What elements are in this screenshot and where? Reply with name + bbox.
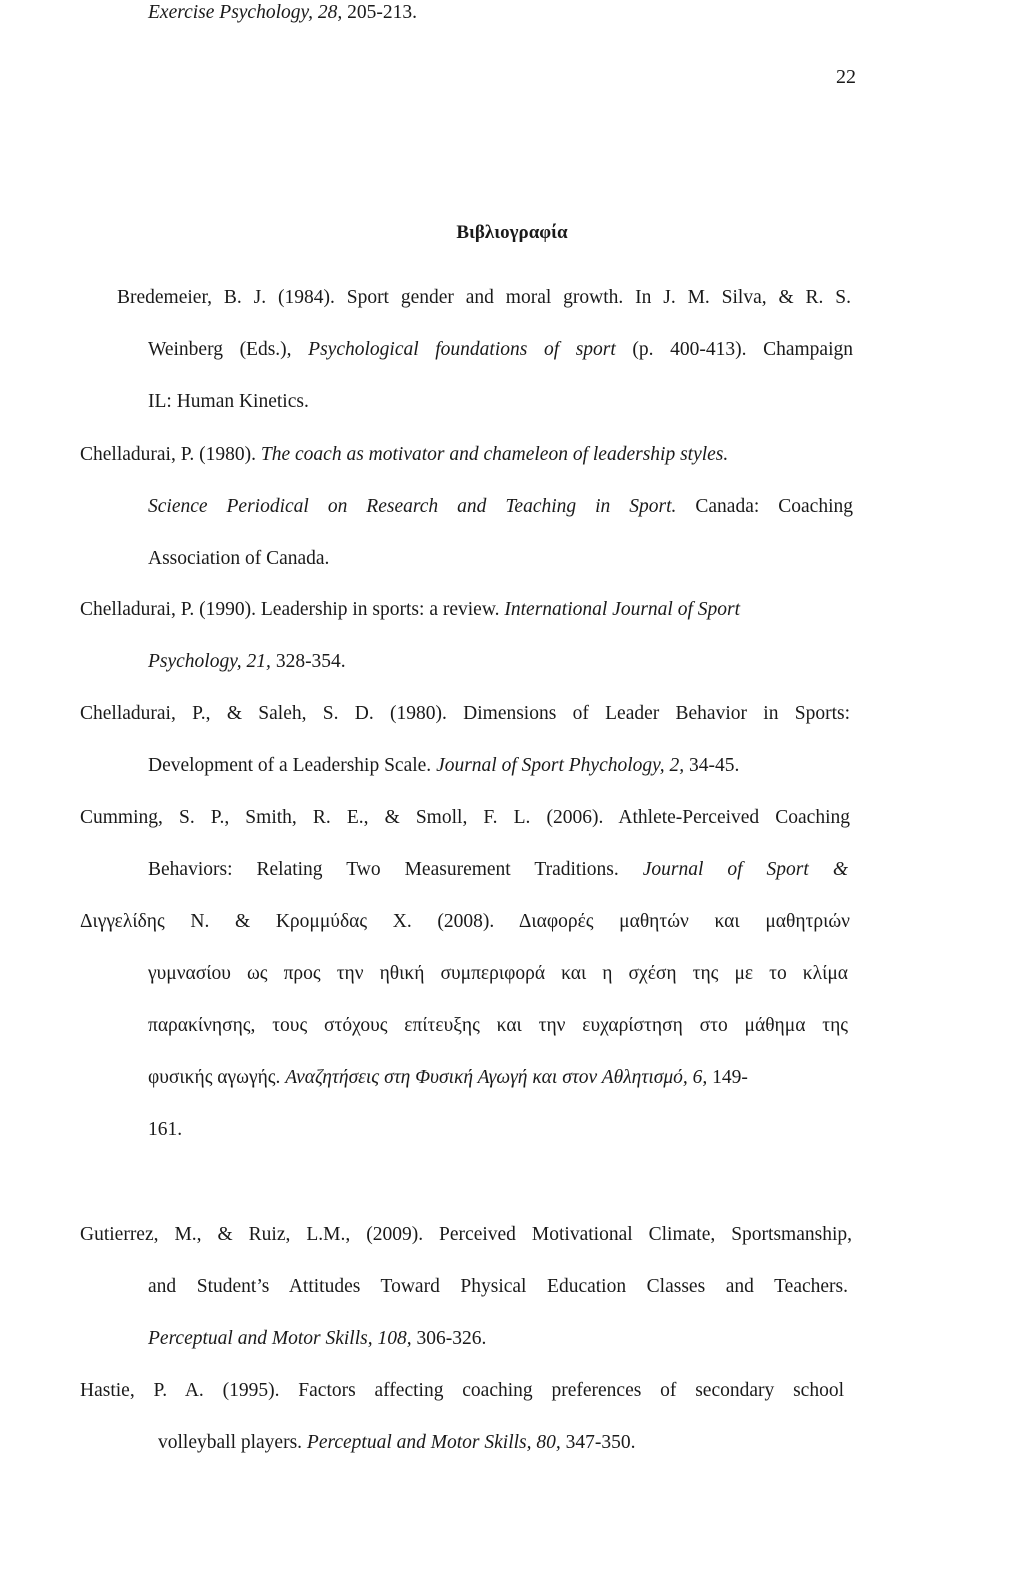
reference-entry-line xyxy=(80,805,850,831)
reference-italic-text: Science Periodical on Research and Teaching in Sport. xyxy=(148,496,677,517)
reference-continuation-line xyxy=(158,1430,636,1456)
reference-continuation-line xyxy=(148,1065,748,1091)
reference-text: 149- xyxy=(707,1067,748,1088)
reference-text: 205-213. xyxy=(342,2,417,23)
reference-entry-line xyxy=(80,442,728,468)
reference-text: Cumming, S. P., Smith, R. E., & Smoll, F. L. (2006). Athlete-Perceived Coaching xyxy=(80,807,850,828)
reference-italic-text: Perceptual and Motor Skills, 80, xyxy=(306,1432,561,1453)
bibliography-heading: Βιβλιογραφία xyxy=(456,222,568,243)
reference-italic-text: International Journal of Sport xyxy=(504,599,741,620)
reference-text: Behaviors: Relating Two Measurement Traditions. xyxy=(148,859,643,880)
reference-continuation-line xyxy=(148,857,848,883)
page-number: 22 xyxy=(836,66,856,88)
reference-text: Διγγελίδης Ν. & Κρομμύδας Χ. (2008). Διαφορές μαθητών και μαθητριών xyxy=(80,911,850,932)
reference-text: Development of a Leadership Scale. xyxy=(148,755,437,776)
reference-italic-text: Psychological foundations of sport xyxy=(308,339,616,360)
reference-text: and Student’s Attitudes Toward Physical Education Classes and Teachers. xyxy=(148,1276,848,1297)
reference-italic-text: Exercise Psychology, 28, xyxy=(148,2,343,23)
reference-entry-line xyxy=(80,909,850,935)
reference-text: Gutierrez, M., & Ruiz, L.M., (2009). Perceived Motivational Climate, Sportsmanship, xyxy=(80,1224,852,1245)
reference-entry-line xyxy=(80,1222,852,1248)
reference-continuation-line xyxy=(148,546,329,572)
reference-entry-line xyxy=(80,701,850,727)
reference-continuation-line xyxy=(148,1274,848,1300)
reference-text: 161. xyxy=(148,1119,183,1140)
reference-continuation-line xyxy=(148,649,346,675)
reference-text: Hastie, P. A. (1995). Factors affecting coaching preferences of secondary school xyxy=(80,1380,844,1401)
reference-italic-text: Perceptual and Motor Skills, 108, xyxy=(148,1328,412,1349)
reference-italic-text: Psychology, 21, xyxy=(148,651,271,672)
reference-text: (p. 400-413). Champaign xyxy=(615,339,854,360)
reference-text: Weinberg (Eds.), xyxy=(148,339,309,360)
reference-text: volleyball players. xyxy=(158,1432,307,1453)
reference-continuation-line xyxy=(148,1117,182,1143)
reference-text: IL: Human Kinetics. xyxy=(148,391,309,412)
reference-text: 328-354. xyxy=(270,651,346,672)
reference-text: 347-350. xyxy=(560,1432,636,1453)
reference-text: Chelladurai, P., & Saleh, S. D. (1980). Dimensions of Leader Behavior in Sports: xyxy=(80,703,850,724)
reference-entry-line xyxy=(117,285,851,311)
reference-italic-text: Αναζητήσεις στη Φυσική Αγωγή και στον Αθλητισμό, 6, xyxy=(285,1067,708,1088)
reference-continuation-line xyxy=(148,389,309,415)
reference-continuation-line xyxy=(148,1013,848,1039)
reference-entry-line xyxy=(80,597,740,623)
reference-continuation-line xyxy=(148,1326,486,1352)
reference-text: Canada: Coaching xyxy=(676,496,853,517)
reference-text: Chelladurai, P. (1990). Leadership in sports: a review. xyxy=(80,599,505,620)
reference-text: Bredemeier, B. J. (1984). Sport gender and moral growth. In J. M. Silva, & R. S. xyxy=(117,287,851,308)
reference-text: Association of Canada. xyxy=(148,548,330,569)
reference-text: Chelladurai, P. (1980). xyxy=(80,444,261,465)
reference-entry-line xyxy=(80,1378,844,1404)
reference-italic-text: Journal of Sport Phychology, 2, xyxy=(436,755,685,776)
reference-italic-text: The coach as motivator and chameleon of leadership styles. xyxy=(260,444,729,465)
reference-continuation-line xyxy=(148,753,739,779)
reference-text: 34-45. xyxy=(684,755,740,776)
reference-text: γυμνασίου ως προς την ηθική συμπεριφορά και η σχέση της με το κλίμα xyxy=(148,963,848,984)
reference-continuation-line xyxy=(148,961,848,987)
reference-continuation-line xyxy=(148,337,853,363)
reference-text: παρακίνησης, τους στόχους επίτευξης και την ευχαρίστηση στο μάθημα της xyxy=(148,1015,848,1036)
reference-continuation-line xyxy=(148,494,853,520)
reference-text: φυσικής αγωγής. xyxy=(148,1067,286,1088)
reference-italic-text: Journal of Sport & xyxy=(642,859,848,880)
reference-text: 306-326. xyxy=(411,1328,487,1349)
reference-continuation-line xyxy=(148,0,417,26)
